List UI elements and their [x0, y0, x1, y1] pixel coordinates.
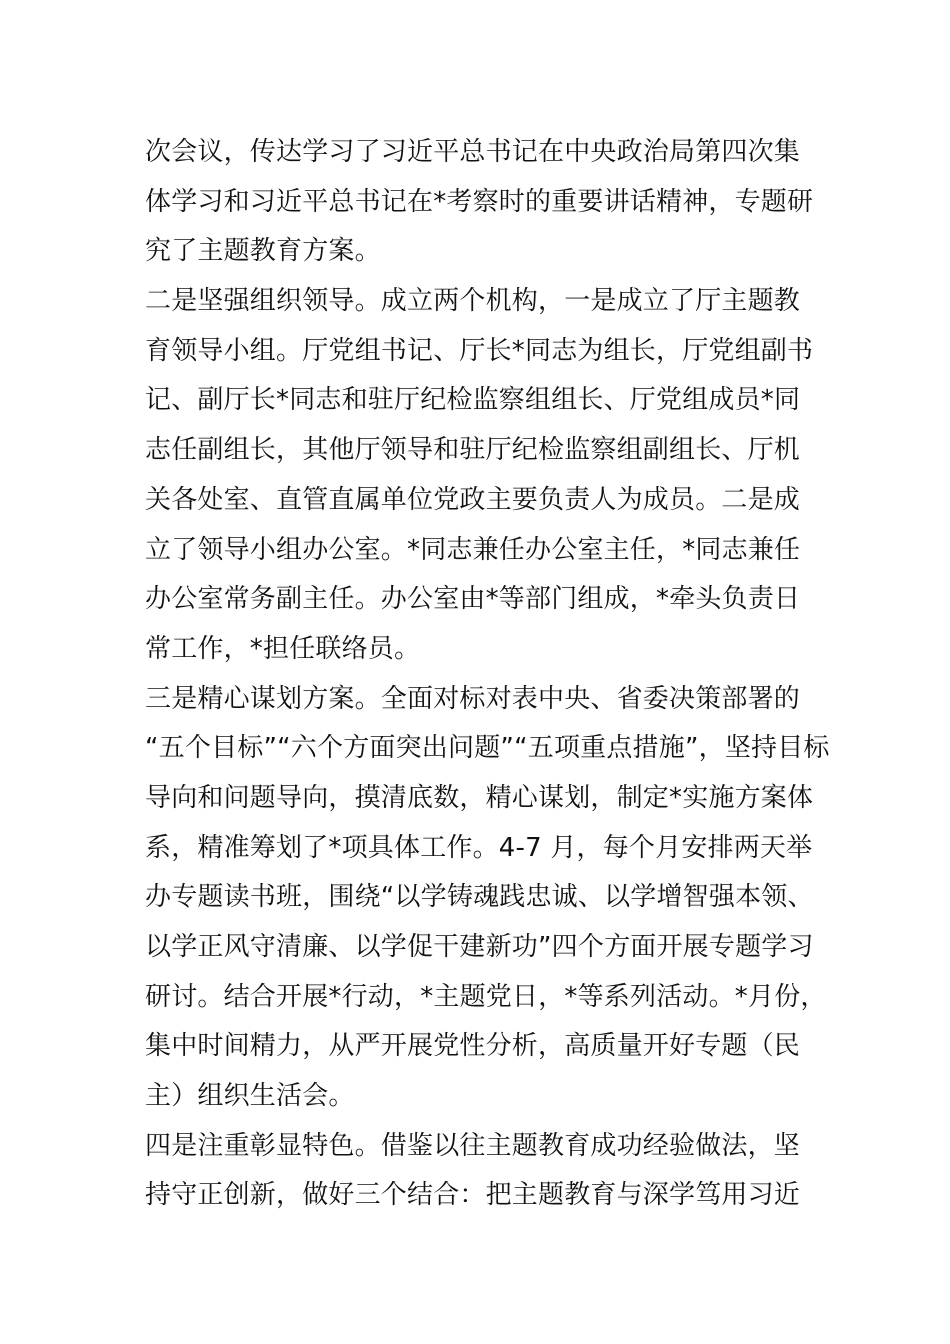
text-line: 主）组织生活会。	[145, 1081, 355, 1112]
text-line: 究了主题教育方案。	[145, 236, 381, 267]
text-line: 三是精心谋划方案。全面对标对表中央、省委决策部署的	[145, 683, 801, 714]
text-line: 研讨。结合开展*行动，*主题党日，*等系列活动。*月份，	[145, 981, 827, 1012]
text-line: 办专题读书班，围绕“以学铸魂践忠诚、以学增智强本领、	[145, 882, 814, 913]
text-line: 办公室常务副主任。办公室由*等部门组成，*牵头负责日	[145, 584, 801, 615]
text-line: 导向和问题导向，摸清底数，精心谋划，制定*实施方案体	[145, 782, 814, 813]
text-line: 立了领导小组办公室。*同志兼任办公室主任，*同志兼任	[145, 534, 801, 565]
text-line: 二是坚强组织领导。成立两个机构，一是成立了厅主题教	[145, 286, 801, 317]
body-text	[145, 128, 845, 1221]
text-line: 次会议，传达学习了习近平总书记在中央政治局第四次集	[145, 137, 801, 167]
text-line: 记、副厅长*同志和驻厅纪检监察组组长、厅党组成员*同	[145, 385, 801, 416]
text-line: 集中时间精力，从严开展党性分析，高质量开好专题（民	[145, 1031, 801, 1062]
text-line: 常工作，*担任联络员。	[145, 633, 421, 664]
text-line: “五个目标”“六个方面突出问题”“五项重点措施”，坚持目标	[145, 733, 830, 764]
text-line: 育领导小组。厅党组书记、厅长*同志为组长，厅党组副书	[145, 335, 814, 366]
text-line: 体学习和习近平总书记在*考察时的重要讲话精神，专题研	[145, 186, 814, 217]
text-line: 志任副组长，其他厅领导和驻厅纪检监察组副组长、厅机	[145, 435, 801, 466]
text-line: 以学正风守清廉、以学促干建新功”四个方面开展专题学习	[145, 932, 814, 962]
text-line: 持守正创新，做好三个结合：把主题教育与深学笃用习近	[145, 1180, 801, 1211]
text-line: 系，精准筹划了*项具体工作。4-7 月，每个月安排两天举	[145, 832, 813, 863]
text-line: 四是注重彰显特色。借鉴以往主题教育成功经验做法，坚	[145, 1130, 801, 1161]
text-line: 关各处室、直管直属单位党政主要负责人为成员。二是成	[145, 484, 801, 515]
